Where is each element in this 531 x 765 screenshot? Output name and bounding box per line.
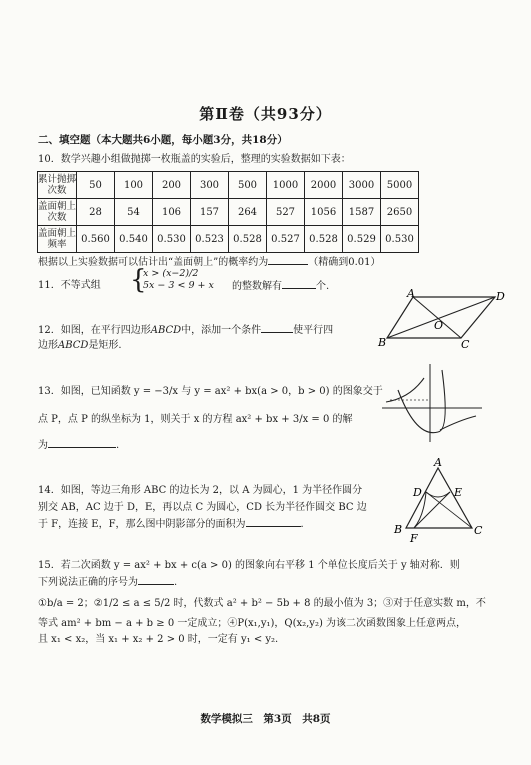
q12-text-a: 12．如图，在平行四边形 bbox=[38, 325, 151, 336]
answer-blank[interactable] bbox=[48, 437, 116, 448]
q12-line2 bbox=[38, 338, 122, 353]
q12-text-b: 中，添加一个条件 bbox=[181, 325, 262, 336]
label-b: B bbox=[394, 523, 403, 536]
table-cell: 0.528 bbox=[305, 226, 343, 253]
table-cell: 1587 bbox=[343, 199, 381, 226]
hyperbola-branch bbox=[440, 416, 476, 430]
table-cell: 0.529 bbox=[343, 226, 381, 253]
table-cell: 0.530 bbox=[381, 226, 419, 253]
table-cell: 264 bbox=[229, 199, 267, 226]
q11-tail bbox=[232, 278, 329, 294]
q15-line3: ①b/a = 2；②1/2 ≤ a ≤ 5/2 时，代数式 a² + b² − 5b + 8 的最小值为 3；③对于任意实数 m，不 bbox=[38, 598, 486, 609]
table-cell: 300 bbox=[191, 172, 229, 199]
row-header: 盖面朝上频率 bbox=[38, 226, 77, 253]
q15-end: . bbox=[174, 577, 178, 588]
table-cell: 527 bbox=[267, 199, 305, 226]
q15-line1: 15．若二次函数 y = ax² + bx + c(a > 0) 的图象向右平移 1 个单位长度后关于 y 轴对称．则 bbox=[38, 560, 460, 571]
q14-line3-text: 于 F，连接 E，F，那么图中阴影部分的面积为 bbox=[38, 519, 246, 530]
parallelogram-figure bbox=[375, 288, 505, 350]
answer-blank[interactable] bbox=[261, 322, 293, 333]
label-a: A bbox=[434, 456, 442, 469]
table-cell: 0.528 bbox=[229, 226, 267, 253]
label-b: B bbox=[378, 336, 387, 349]
q14-line2: 别交 AB，AC 边于 D，E，再以点 C 为圆心，CD 长为半径作圆交 BC 边 bbox=[38, 502, 367, 513]
table-cell: 500 bbox=[229, 172, 267, 199]
q11-line1: x > (x−2)/2 bbox=[143, 268, 199, 279]
q12-abcd-2: ABCD bbox=[58, 340, 89, 351]
q12-abcd: ABCD bbox=[150, 325, 182, 336]
segment-cd bbox=[426, 492, 472, 528]
graph-figure bbox=[380, 360, 490, 445]
q13-end: . bbox=[116, 440, 120, 451]
table-cell: 3000 bbox=[343, 172, 381, 199]
label-c: C bbox=[461, 338, 470, 350]
table-row bbox=[38, 199, 419, 226]
table-cell: 50 bbox=[77, 172, 115, 199]
parabola-right bbox=[438, 370, 445, 432]
label-o: O bbox=[434, 319, 444, 332]
q12-line2-text: 边形 bbox=[38, 340, 58, 351]
label-f: F bbox=[410, 532, 418, 545]
page-title: 第Ⅱ卷（共93分） bbox=[199, 105, 332, 123]
q12-line2-tail: 是矩形. bbox=[88, 340, 122, 351]
q15-line4: 等式 am² + bm − a + b ≥ 0 一定成立；④P(x₁,y₁)，Q(x₂,y₂) 为该二次函数图象上任意两点， bbox=[38, 618, 467, 629]
table-row bbox=[38, 226, 419, 253]
label-c: C bbox=[474, 524, 483, 537]
table-row bbox=[38, 172, 419, 199]
q11-system bbox=[143, 268, 214, 292]
table-cell: 2000 bbox=[305, 172, 343, 199]
brace-icon: { bbox=[130, 265, 147, 295]
q10-intro: 10．数学兴趣小组做抛掷一枚瓶盖的实验后，整理的实验数据如下表： bbox=[38, 154, 351, 165]
table-cell: 0.540 bbox=[115, 226, 153, 253]
answer-blank[interactable] bbox=[138, 574, 174, 585]
label-a: A bbox=[407, 288, 415, 300]
label-e: E bbox=[454, 486, 463, 499]
table-cell: 0.560 bbox=[77, 226, 115, 253]
q11-line2: 5x − 3 < 9 + x bbox=[143, 280, 214, 291]
answer-blank[interactable] bbox=[246, 516, 301, 527]
table-cell: 1056 bbox=[305, 199, 343, 226]
answer-blank[interactable] bbox=[282, 278, 316, 289]
table-cell: 0.530 bbox=[153, 226, 191, 253]
table-cell: 5000 bbox=[381, 172, 419, 199]
q13-line1: 13．如图，已知函数 y = −3/x 与 y = ax² + bx(a > 0，b > 0) 的图象交于 bbox=[38, 386, 383, 397]
q13-line2: 点 P，点 P 的纵坐标为 1，则关于 x 的方程 ax² + bx + 3/x = 0 的解 bbox=[38, 414, 353, 425]
q15-line2-text: 下列说法正确的序号为 bbox=[38, 577, 138, 588]
q11-num: 11．不等式组 bbox=[38, 280, 101, 291]
q13-line3 bbox=[38, 437, 119, 453]
table-cell: 0.523 bbox=[191, 226, 229, 253]
q10-question-text: 根据以上实验数据可以估计出“盖面朝上”的概率约为 bbox=[38, 257, 269, 268]
table-cell: 2650 bbox=[381, 199, 419, 226]
table-cell: 1000 bbox=[267, 172, 305, 199]
section-heading: 二、填空题（本大题共6小题，每小题3分，共18分） bbox=[38, 134, 288, 146]
table-cell: 100 bbox=[115, 172, 153, 199]
q14-end: . bbox=[300, 519, 304, 530]
hyperbola-curve bbox=[386, 378, 424, 402]
q15-line5: 且 x₁ < x₂，当 x₁ + x₂ + 2 > 0 时，一定有 y₁ < y₂. bbox=[38, 634, 279, 645]
table-cell: 200 bbox=[153, 172, 191, 199]
q14-line1: 14．如图，等边三角形 ABC 的边长为 2，以 A 为圆心，1 为半径作圆分 bbox=[38, 485, 363, 496]
table-cell: 28 bbox=[77, 199, 115, 226]
q12-text-c: 使平行四 bbox=[293, 325, 334, 336]
table-cell: 106 bbox=[153, 199, 191, 226]
triangle-figure bbox=[390, 456, 485, 546]
table-cell: 0.527 bbox=[267, 226, 305, 253]
table-cell: 157 bbox=[191, 199, 229, 226]
q11-tail-text: 的整数解有 bbox=[232, 281, 282, 292]
row-header: 累计抛掷次数 bbox=[38, 172, 77, 199]
experiment-table bbox=[37, 171, 419, 253]
q10-tail: （精确到0.01） bbox=[308, 257, 381, 268]
q12-line1 bbox=[38, 322, 333, 338]
q15-line2 bbox=[38, 574, 177, 591]
label-d: D bbox=[413, 486, 422, 499]
page-footer: 数学模拟三 第3页 共8页 bbox=[200, 713, 331, 725]
q11-end: 个. bbox=[316, 281, 330, 292]
row-header: 盖面朝上次数 bbox=[38, 199, 77, 226]
table-cell: 54 bbox=[115, 199, 153, 226]
label-d: D bbox=[496, 290, 505, 303]
answer-blank[interactable] bbox=[268, 254, 308, 265]
q13-line3-text: 为 bbox=[38, 440, 48, 451]
q14-line3 bbox=[38, 516, 304, 532]
